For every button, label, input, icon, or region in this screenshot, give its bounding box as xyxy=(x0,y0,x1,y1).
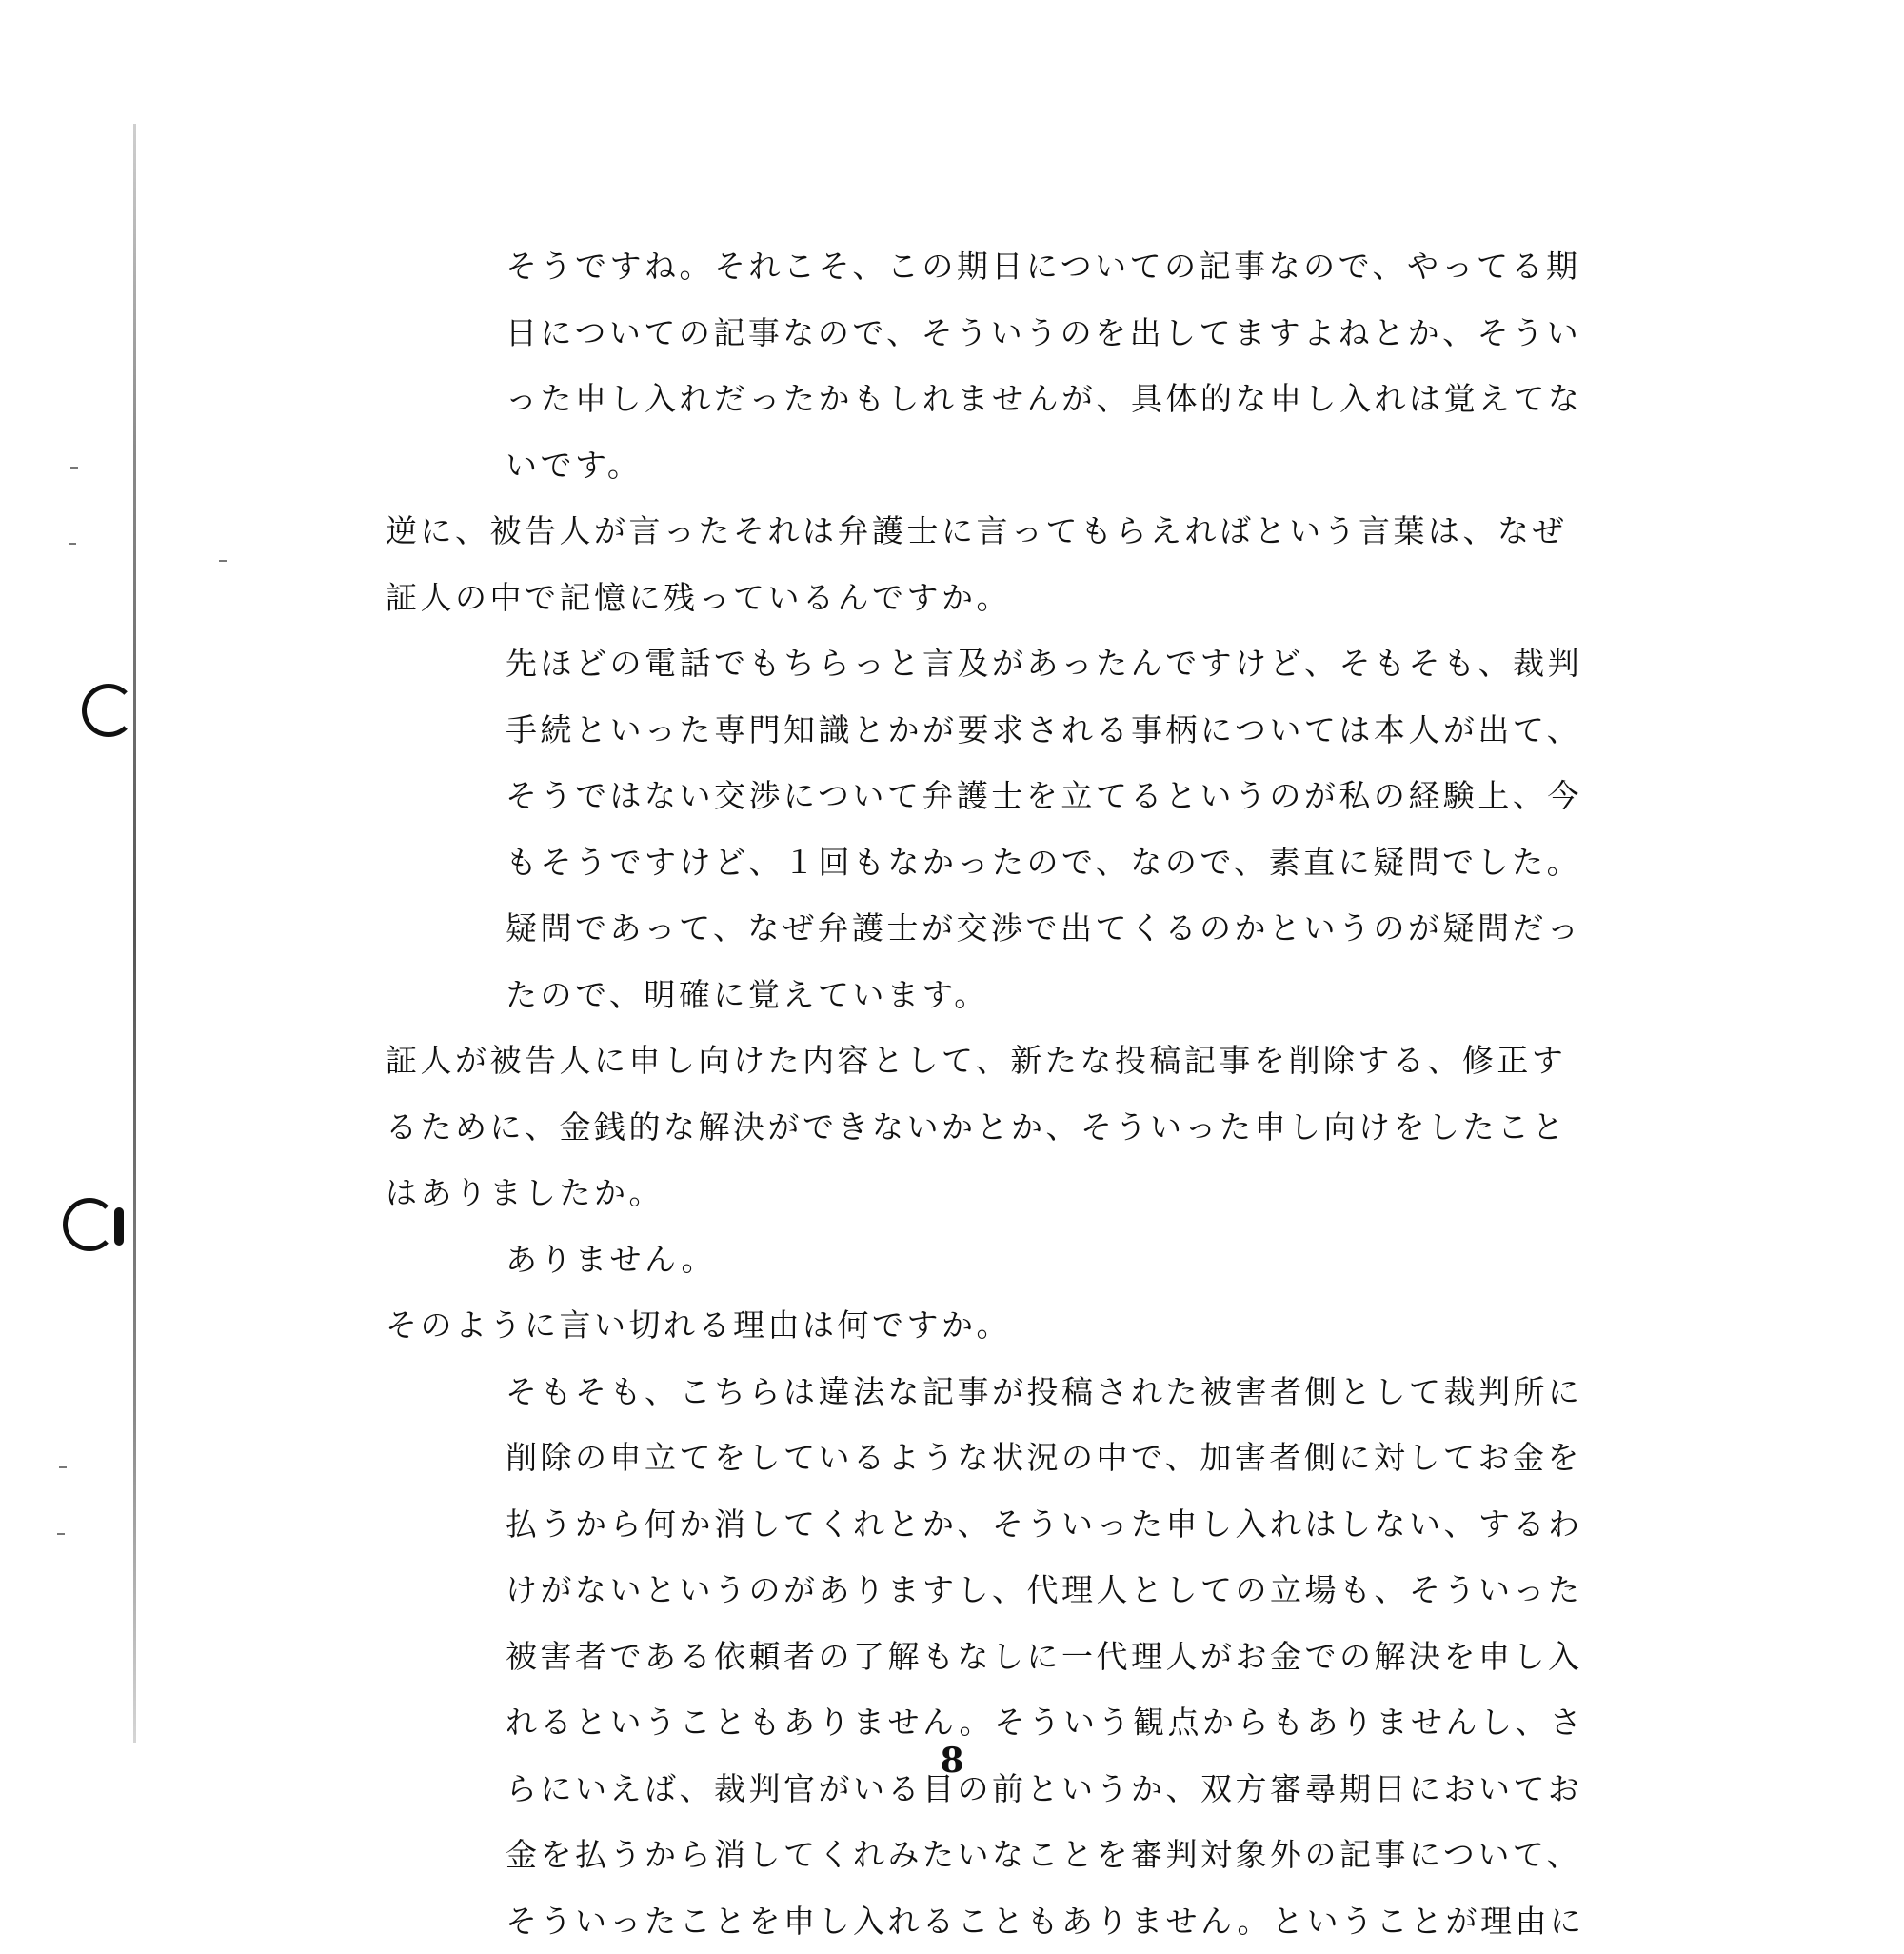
transcript-line: れるということもありません。そういう観点からもありませんし、さ xyxy=(386,1689,1747,1756)
transcript-line: そうですね。それこそ、この期日についての記事なので、やってる期 xyxy=(386,233,1747,300)
transcript-line: ありません。 xyxy=(386,1226,1747,1293)
punch-hole-bottom xyxy=(63,1198,116,1251)
binding-line xyxy=(133,124,136,1743)
transcript-line: るために、金銭的な解決ができないかとか、そういった申し向けをしたこと xyxy=(386,1094,1747,1161)
punch-hole-mark xyxy=(114,1207,124,1246)
transcript-line: 日についての記事なので、そういうのを出してますよねとか、そうい xyxy=(386,300,1747,367)
transcript-line: 削除の申立てをしているような状況の中で、加害者側に対してお金を xyxy=(386,1425,1747,1491)
transcript-line: 証人の中で記憶に残っているんですか。 xyxy=(386,565,1747,631)
transcript-line: らにいえば、裁判官がいる目の前というか、双方審尋期日においてお xyxy=(386,1756,1747,1823)
transcript-line: 先ほどの電話でもちらっと言及があったんですけど、そもそも、裁判 xyxy=(386,630,1747,697)
scan-speck xyxy=(59,1466,67,1468)
transcript-line: そのように言い切れる理由は何ですか。 xyxy=(386,1292,1747,1359)
transcript-line: 手続といった専門知識とかが要求される事柄については本人が出て、 xyxy=(386,697,1747,764)
transcript-line: いです。 xyxy=(386,432,1747,499)
transcript-line: もそうですけど、１回もなかったので、なので、素直に疑問でした。 xyxy=(386,829,1747,896)
transcript-line: そういったことを申し入れることもありません。ということが理由に xyxy=(386,1888,1747,1954)
transcript-line: けがないというのがありますし、代理人としての立場も、そういった xyxy=(386,1557,1747,1624)
transcript-line: そもそも、こちらは違法な記事が投稿された被害者側として裁判所に xyxy=(386,1359,1747,1426)
transcript-line: 証人が被告人に申し向けた内容として、新たな投稿記事を削除する、修正す xyxy=(386,1027,1747,1094)
scan-speck xyxy=(70,467,78,469)
transcript-line: 逆に、被告人が言ったそれは弁護士に言ってもらえればという言葉は、なぜ xyxy=(386,498,1747,565)
transcript-line: はありましたか。 xyxy=(386,1160,1747,1226)
transcript-line: 被害者である依頼者の了解もなしに一代理人がお金での解決を申し入 xyxy=(386,1624,1747,1690)
punch-hole-top xyxy=(82,684,135,737)
page-number: 8 xyxy=(0,1741,1904,1781)
transcript-line: 金を払うから消してくれみたいなことを審判対象外の記事について、 xyxy=(386,1822,1747,1888)
scan-speck xyxy=(219,560,227,562)
transcript-body xyxy=(386,233,1747,1954)
transcript-line: った申し入れだったかもしれませんが、具体的な申し入れは覚えてな xyxy=(386,366,1747,432)
transcript-line: そうではない交渉について弁護士を立てるというのが私の経験上、今 xyxy=(386,763,1747,829)
transcript-line: 払うから何か消してくれとか、そういった申し入れはしない、するわ xyxy=(386,1491,1747,1558)
transcript-line: 疑問であって、なぜ弁護士が交渉で出てくるのかというのが疑問だっ xyxy=(386,895,1747,962)
transcript-line: たので、明確に覚えています。 xyxy=(386,962,1747,1028)
scan-speck xyxy=(57,1533,65,1535)
scan-speck xyxy=(69,543,76,545)
